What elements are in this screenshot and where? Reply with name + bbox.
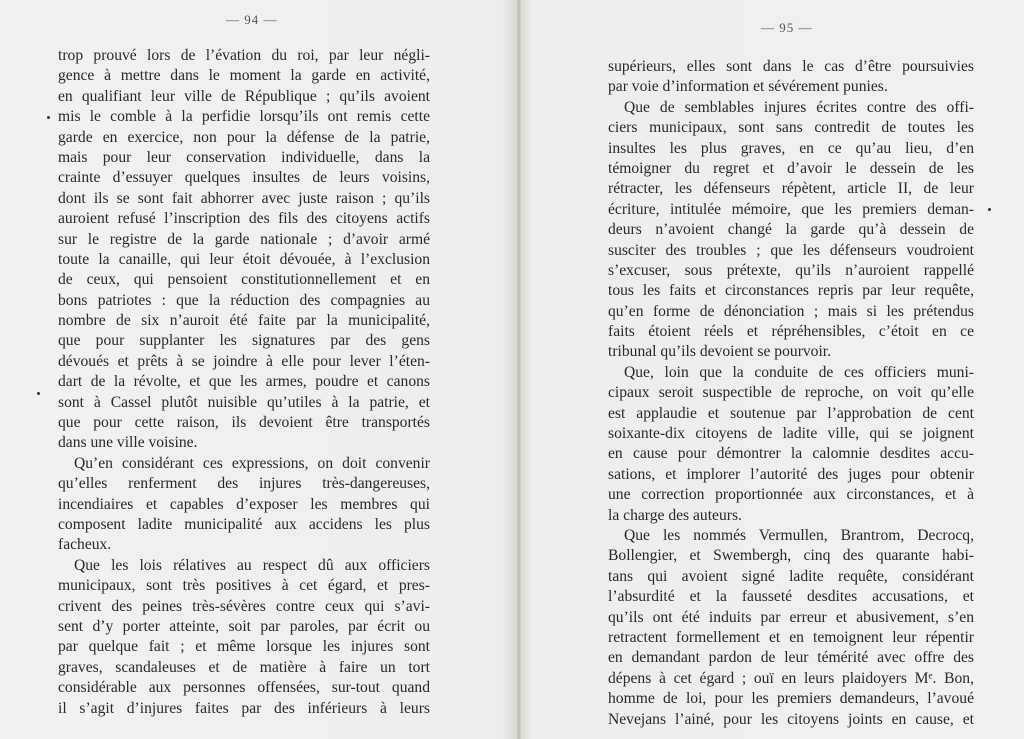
text-line: l’absurdité et la fausseté desdites accusations, et: [608, 588, 974, 606]
text-line: sations, et implorer l’autorité des juges pour obtenir: [608, 465, 974, 483]
text-line: Bollengier, et Swembergh, cinq des quarante habi-: [608, 547, 974, 565]
paragraph-start-line: Que, loin que la conduite de ces officiers muni-: [624, 363, 974, 381]
text-line: Nevejans l’ainé, pour les citoyens joints en cause, et: [608, 710, 974, 728]
text-line: dart de la révolte, et que les armes, poudre et canons: [58, 373, 430, 391]
text-line: incendiaires et capables d’exposer les membres qui: [58, 495, 430, 513]
left-page-text: [58, 46, 430, 719]
text-line: il s’agit d’injures faites par des inférieurs à leurs: [58, 699, 430, 717]
text-line: qu’elles renferment des injures très-dangereuses,: [58, 475, 430, 493]
text-line: qu’en forme de dénonciation ; mais si les prétendus: [608, 302, 974, 320]
text-line: en cause pour démontrer la calomnie desdites accu-: [608, 445, 974, 463]
paragraph-start-line: Que de semblables injures écrites contre des offi-: [624, 98, 974, 116]
text-line: toute la canaille, qui leur étoit dévouée, à l’exclusion: [58, 250, 430, 268]
text-line: mis le comble à la perfidie lorsqu’ils ont remis cette: [58, 108, 430, 126]
text-line: cipaux seroit suspectible de reproche, on voit qu’elle: [608, 384, 974, 402]
text-line: municipaux, sont très positives à cet égard, et pres-: [58, 577, 430, 595]
text-line: qu’ils ont été induits par erreur et abusivement, s’en: [608, 608, 974, 626]
text-line: homme de loi, pour les premiers demandeurs, l’avoué: [608, 690, 974, 708]
paragraph-start-line: Qu’en considérant ces expressions, on doit convenir: [74, 454, 430, 472]
text-line: gence à mettre dans le moment la garde en activité,: [58, 67, 430, 85]
text-line: rétracter, les défenseurs répètent, article II, de leur: [608, 180, 974, 198]
text-line: soixante-dix citoyens de ladite ville, qui se joignent: [608, 425, 974, 443]
text-line: faits étoient réels et répréhensibles, c’étoit en ce: [608, 323, 974, 341]
text-line: mais pour leur conservation individuelle, dans la: [58, 148, 430, 166]
ink-speck: [47, 116, 50, 119]
text-line: crivent des peines très-sévères contre ceux qui s’avi-: [58, 597, 430, 615]
right-page-text: [608, 57, 974, 730]
text-line: composent ladite municipalité aux accidens les plus: [58, 515, 430, 533]
paragraph-start-line: Que les nommés Vermullen, Brantrom, Decrocq,: [624, 526, 974, 544]
text-line: sur le registre de la garde nationale ; d’avoir armé: [58, 230, 430, 248]
text-line: dépens à cet égard ; ouï en leurs plaidoyers Mᵉ. Bon,: [608, 669, 974, 687]
text-line: témoigner du regret et d’avoir le dessein de les: [608, 159, 974, 177]
text-line: dévoués et prêts à se joindre à elle pour lever l’éten-: [58, 352, 430, 370]
text-line: nombre de six n’auroit été faite par la municipalité,: [58, 312, 430, 330]
text-line: deurs n’avoient changé la garde qu’à dessein de: [608, 221, 974, 239]
text-line: dont ils se sont fait abhorrer avec juste raison ; qu’ils: [58, 189, 430, 207]
text-line: s’excuser, sous prétexte, qu’ils n’auroient rappellé: [608, 261, 974, 279]
text-line: retractent formellement et en temoignent leur répentir: [608, 628, 974, 646]
book-gutter: [517, 0, 521, 739]
paragraph-end-line: facheux.: [58, 536, 112, 554]
text-line: écriture, intitulée mémoire, que les premiers deman-: [608, 200, 974, 218]
ink-speck: [37, 392, 40, 395]
paragraph-end-line: dans une ville voisine.: [58, 434, 198, 452]
text-line: tans qui avoient signé ladite requête, considérant: [608, 567, 974, 585]
text-line: que pour supplanter les signatures par des gens: [58, 332, 430, 350]
text-line: supérieurs, elles sont dans le cas d’être poursuivies: [608, 58, 974, 75]
text-line: trop prouvé lors de l’évation du roi, par leur négli-: [58, 47, 430, 64]
text-line: est applaudie et soutenue par l’approbation de cent: [608, 404, 974, 422]
right-page-number: — 95 —: [761, 20, 813, 35]
text-line: crainte d’essuyer quelques insultes de leurs voisins,: [58, 169, 430, 187]
text-line: par quelque fait ; et même lorsque les injures sont: [58, 638, 430, 656]
paragraph-start-line: Que les lois rélatives au respect dû aux officiers: [74, 556, 430, 574]
paragraph-end-line: la charge des auteurs.: [608, 506, 742, 524]
text-line: insultes les plus graves, en ce qu’au lieu, d’en: [608, 139, 974, 157]
text-line: ciers municipaux, sont sans contredit de toutes les: [608, 119, 974, 137]
text-line: que pour cette raison, ils devoient être transportés: [58, 414, 430, 432]
text-line: auroient refusé l’inscription des fils des citoyens actifs: [58, 210, 430, 228]
text-line: bons patriotes : que la réduction des compagnies au: [58, 291, 430, 309]
left-page-number: — 94 —: [226, 12, 278, 27]
text-line: sent d’y porter atteinte, soit par paroles, par écrit ou: [58, 617, 430, 635]
text-line: considérable aux personnes offensées, sur-tout quand: [58, 679, 430, 697]
text-line: de ceux, qui pensoient constitutionnellement et en: [58, 271, 430, 289]
ink-speck: [988, 208, 991, 211]
text-line: une correction proportionnée aux circonstances, et à: [608, 486, 974, 504]
text-line: susciter des troubles ; que les défenseurs voudroient: [608, 241, 974, 259]
text-line: graves, scandaleuses et de matière à faire un tort: [58, 658, 430, 676]
text-line: tous les faits et circonstances repris par leur requête,: [608, 282, 974, 300]
text-line: garde en exercice, non pour la défense de la patrie,: [58, 128, 430, 146]
paragraph-end-line: tribunal qu’ils devoient se pourvoir.: [608, 343, 832, 361]
text-line: en qualifiant leur ville de République ; qu’ils avoient: [58, 87, 430, 105]
text-line: en demandant pardon de leur témérité avec offre des: [608, 649, 974, 667]
text-line: sont à Cassel plutôt nuisible qu’utiles à la patrie, et: [58, 393, 430, 411]
paragraph-end-line: par voie d’information et sévérement punies.: [608, 78, 888, 96]
